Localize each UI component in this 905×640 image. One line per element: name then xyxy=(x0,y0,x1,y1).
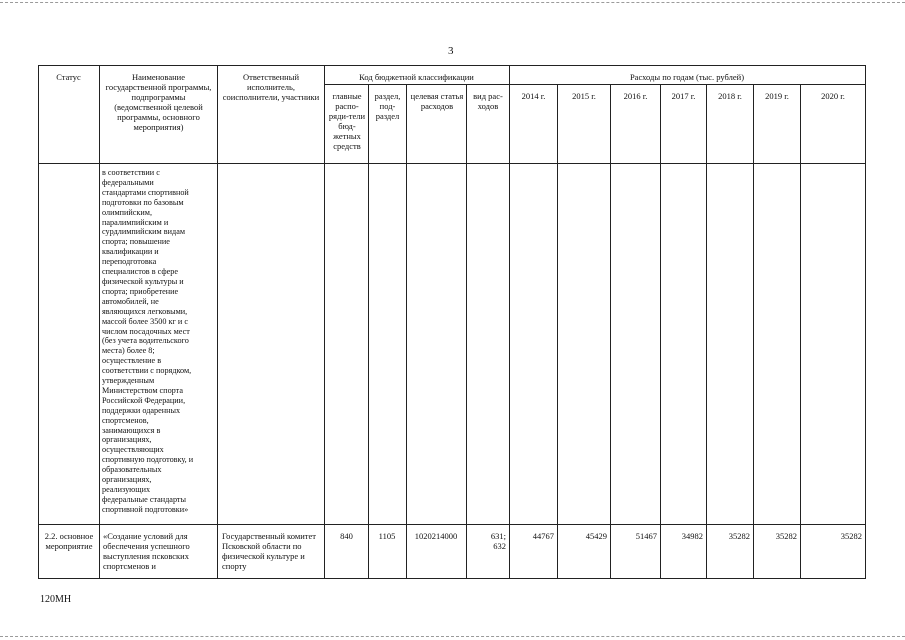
header-name: Наименование государственной программы, подпрограммы (ведомственной целевой программы, основного мероприятия) xyxy=(105,72,212,132)
col-line xyxy=(217,65,218,579)
row-name: «Создание условий для обеспечения успешного выступления псковских спортсменов и xyxy=(103,531,190,571)
table-bottom-border xyxy=(38,578,866,579)
row-status: 2.2. основное мероприятие xyxy=(44,531,94,551)
row-vid: 631; 632 xyxy=(490,531,506,551)
header-year: 2015 г. xyxy=(572,91,596,101)
scan-top-edge xyxy=(0,2,905,3)
col-line xyxy=(557,84,558,579)
row-razdel: 1105 xyxy=(378,531,396,541)
col-line xyxy=(610,84,611,579)
header-year: 2014 г. xyxy=(521,91,546,101)
col-line xyxy=(324,65,325,579)
header-year: 2019 г. xyxy=(765,91,789,101)
row-description-continuation: в соответствии с федеральными стандартами спортивной подготовки по базовым олимпийским, паралимпийским и сурдлимпийским видам спорта; повышение квалификации и переподготовка специалистов в сфере физической культуры и спорта; приобретение автомобилей, не являющихся легковыми, массой более 3500 кг и с числом посадочных мест (без учета водительского места) более 8; осуществление в соответствии с порядком, утвержденным Министерством спорта Российской Федерации, поддержки одаренных спортсменов, занимающихся в организациях, осуществляющих спортивную подготовку, и образовательных организациях, реализующих федеральные стандарты спортивной подготовки» xyxy=(102,168,194,514)
row-value: 35282 xyxy=(775,531,797,541)
header-bottom-border xyxy=(38,163,866,164)
row-value: 35282 xyxy=(840,531,862,541)
row-value: 34982 xyxy=(681,531,703,541)
header-status: Статус xyxy=(56,72,81,82)
header-year: 2016 г. xyxy=(623,91,648,101)
header-vid: вид рас-ходов xyxy=(473,91,503,111)
col-line xyxy=(466,84,467,579)
row-grbs: 840 xyxy=(340,531,353,541)
col-line xyxy=(660,84,661,579)
header-grbs: главные распо-ряди-тели бюд-жетных средств xyxy=(328,91,366,151)
row-target: 1020214000 xyxy=(414,531,458,541)
table-top-border xyxy=(38,65,866,66)
row-responsible: Государственный комитет Псковской области по физической культуре и спорту xyxy=(222,531,316,571)
header-razdel: раздел, под-раздел xyxy=(374,91,401,121)
page-number: 3 xyxy=(448,45,454,57)
header-expenses: Расходы по годам (тыс. рублей) xyxy=(629,72,745,82)
row-value: 51467 xyxy=(635,531,657,541)
header-year: 2018 г. xyxy=(718,91,742,101)
row-separator xyxy=(38,524,866,525)
col-line xyxy=(706,84,707,579)
col-line xyxy=(99,65,100,579)
row-value: 44767 xyxy=(532,531,554,541)
header-target: целевая статья расходов xyxy=(410,91,464,111)
col-line xyxy=(38,65,39,579)
header-year: 2020 г. xyxy=(821,91,845,101)
col-line xyxy=(368,84,369,579)
col-line xyxy=(406,84,407,579)
document-code-footer: 120МН xyxy=(40,594,72,605)
col-line xyxy=(800,84,801,579)
header-year: 2017 г. xyxy=(671,91,696,101)
col-line xyxy=(509,65,510,579)
col-line xyxy=(865,65,866,579)
row-value: 35282 xyxy=(728,531,750,541)
header-responsible: Ответственный исполнитель, соисполнители, участники xyxy=(222,72,320,102)
header-budget-code: Код бюджетной классификации xyxy=(359,72,474,82)
col-line xyxy=(753,84,754,579)
row-value: 45429 xyxy=(585,531,607,541)
scan-bottom-edge xyxy=(0,636,905,637)
